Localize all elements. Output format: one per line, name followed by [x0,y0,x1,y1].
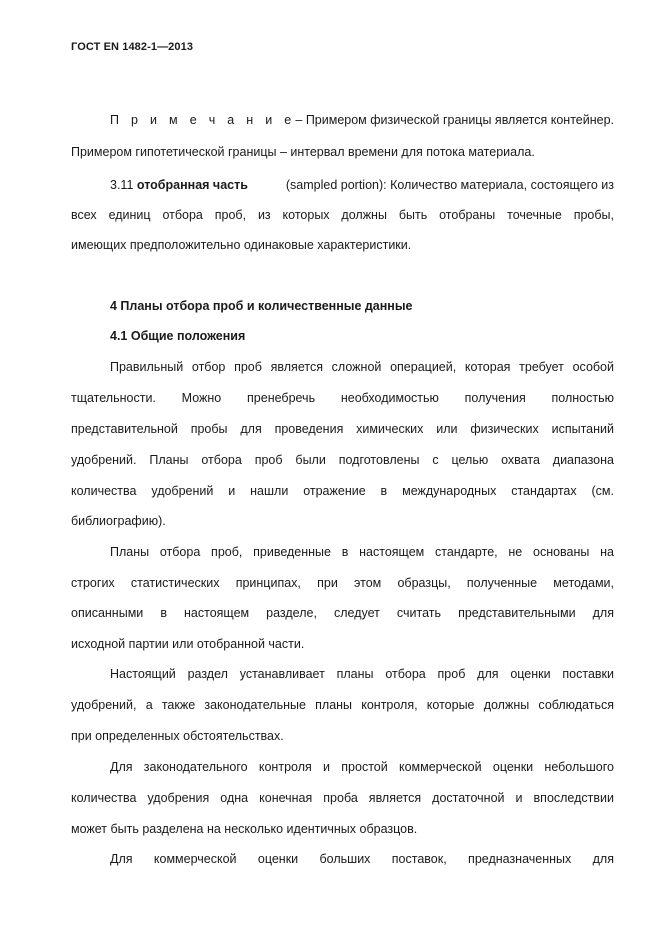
standard-header: ГОСТ EN 1482-1—2013 [71,41,194,53]
p2-line: Планы отбора проб, приведенные в настоящем стандарте, не основаны на [110,545,614,559]
p3-line: Настоящий раздел устанавливает планы отбора проб для оценки поставки [110,667,614,681]
p2-line: описанными в настоящем разделе, следует считать представительными для [71,606,614,620]
p1-line: тщательности. Можно пренебречь необходимостью получения полностью [71,391,614,405]
clause-term: отобранная часть [136,178,248,192]
clause-3-11-line-1 [110,177,614,193]
p4-line: Для законодательного контроля и простой коммерческой оценки небольшого [110,760,614,774]
note-label: П р и м е ч а н и е [110,113,296,127]
section-4-title: 4 Планы отбора проб и количественные данные [110,299,413,313]
p1-line: представительной пробы для проведения химических или физических испытаний [71,422,614,436]
note-line-1 [110,112,614,128]
clause-3-11-line-2: всех единиц отбора проб, из которых должны быть отобраны точечные пробы, [71,208,614,222]
clause-number: 3.11 [110,178,134,192]
clause-3-11-line-3: имеющих предположительно одинаковые характеристики. [71,238,412,252]
p2-line: исходной партии или отобранной части. [71,637,305,651]
p2-line: строгих статистических принципах, при этом образцы, полученные методами, [71,576,614,590]
p3-line: при определенных обстоятельствах. [71,729,284,743]
p1-line: библиографию). [71,514,166,528]
p3-line: удобрений, а также законодательные планы контроля, которые должны соблюдаться [71,698,614,712]
p1-line: удобрений. Планы отбора проб были подготовлены с целью охвата диапазона [71,453,614,467]
p1-line: Правильный отбор проб является сложной операцией, которая требует особой [110,360,614,374]
p4-line: количества удобрения одна конечная проба является достаточной и впоследствии [71,791,614,805]
note-line-2: Примером гипотетической границы – интервал времени для потока материала. [71,145,535,159]
section-4-1-title: 4.1 Общие положения [110,329,246,343]
p5-line: Для коммерческой оценки больших поставок, предназначенных для [110,852,614,866]
p4-line: может быть разделена на несколько идентичных образцов. [71,822,418,836]
p1-line: количества удобрений и нашли отражение в международных стандартах (см. [71,484,614,498]
clause-line-1-text: (sampled portion): Количество материала, состоящего из [285,178,614,192]
note-line-1-text: – Примером физической границы является контейнер. [295,113,614,127]
